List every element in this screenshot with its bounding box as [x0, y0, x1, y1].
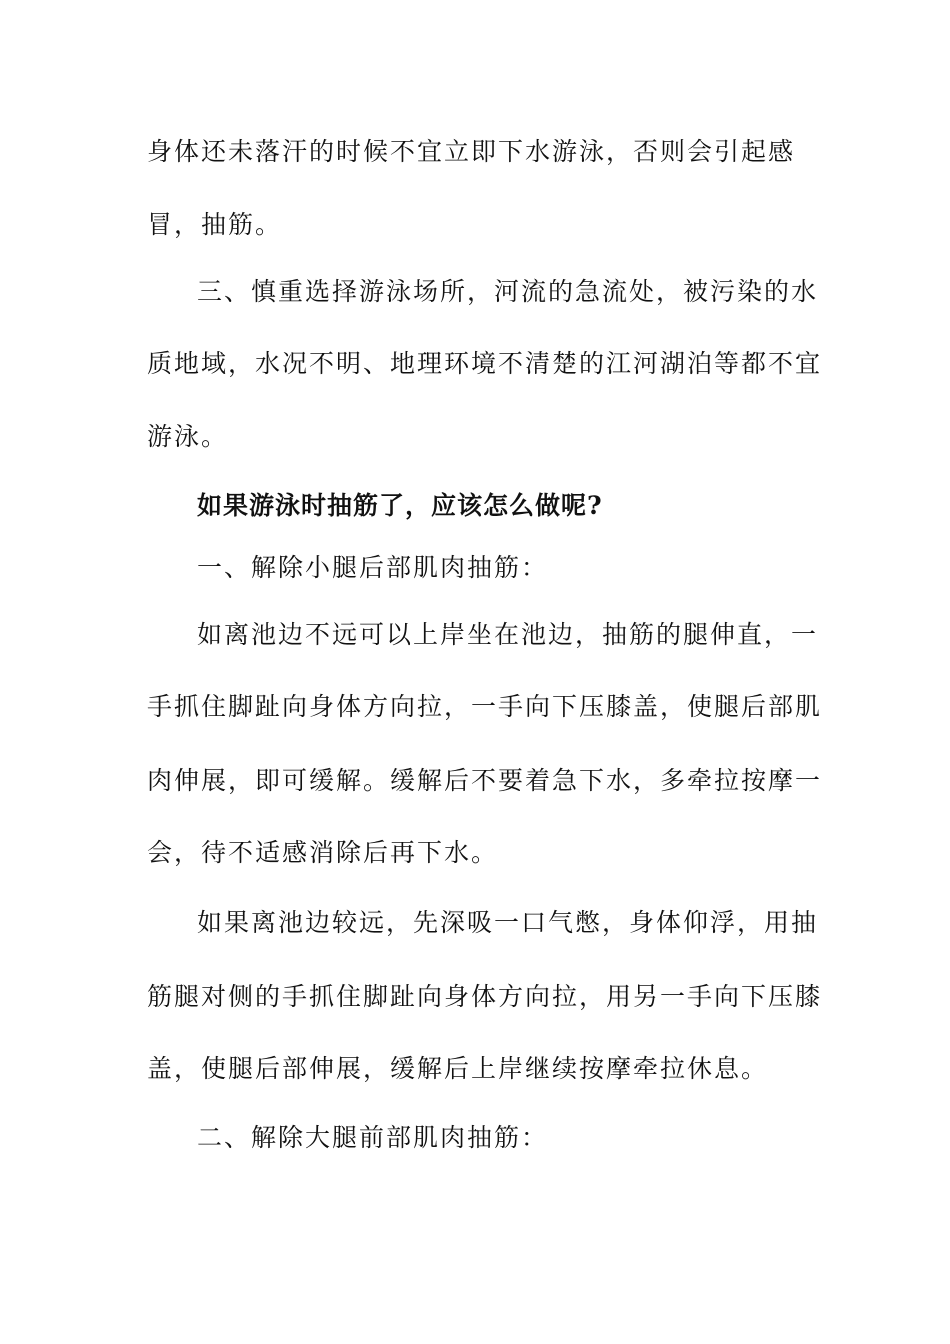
- paragraph-5-line-1: 如果离池边较远，先深吸一口气憋，身体仰浮，用抽: [197, 908, 819, 937]
- subheading-calf-cramp: 一、解除小腿后部肌肉抽筋：: [197, 553, 549, 582]
- paragraph-2-line-3: 游泳。: [147, 422, 229, 451]
- paragraph-2-line-2: 质地域，水况不明、地理环境不清楚的江河湖泊等都不宜: [147, 349, 823, 378]
- paragraph-4-line-3: 肉伸展，即可缓解。缓解后不要着急下水，多牵拉按摩一: [147, 766, 823, 795]
- subheading-thigh-cramp: 二、解除大腿前部肌肉抽筋：: [197, 1123, 549, 1152]
- paragraph-4-line-1: 如离池边不远可以上岸坐在池边，抽筋的腿伸直，一: [197, 620, 819, 649]
- paragraph-4-line-4: 会，待不适感消除后再下水。: [147, 838, 499, 867]
- paragraph-1-line-1: 身体还未落汗的时候不宜立即下水游泳，否则会引起感: [147, 137, 796, 166]
- paragraph-1-line-2: 冒，抽筋。: [147, 210, 283, 239]
- paragraph-5-line-3: 盖，使腿后部伸展，缓解后上岸继续按摩牵拉休息。: [147, 1054, 769, 1083]
- paragraph-5-line-2: 筋腿对侧的手抓住脚趾向身体方向拉，用另一手向下压膝: [147, 982, 823, 1011]
- paragraph-4-line-2: 手抓住脚趾向身体方向拉，一手向下压膝盖，使腿后部肌: [147, 692, 823, 721]
- section-heading: 如果游泳时抽筋了，应该怎么做呢?: [197, 491, 603, 520]
- paragraph-2-line-1: 三、慎重选择游泳场所，河流的急流处，被污染的水: [197, 277, 819, 306]
